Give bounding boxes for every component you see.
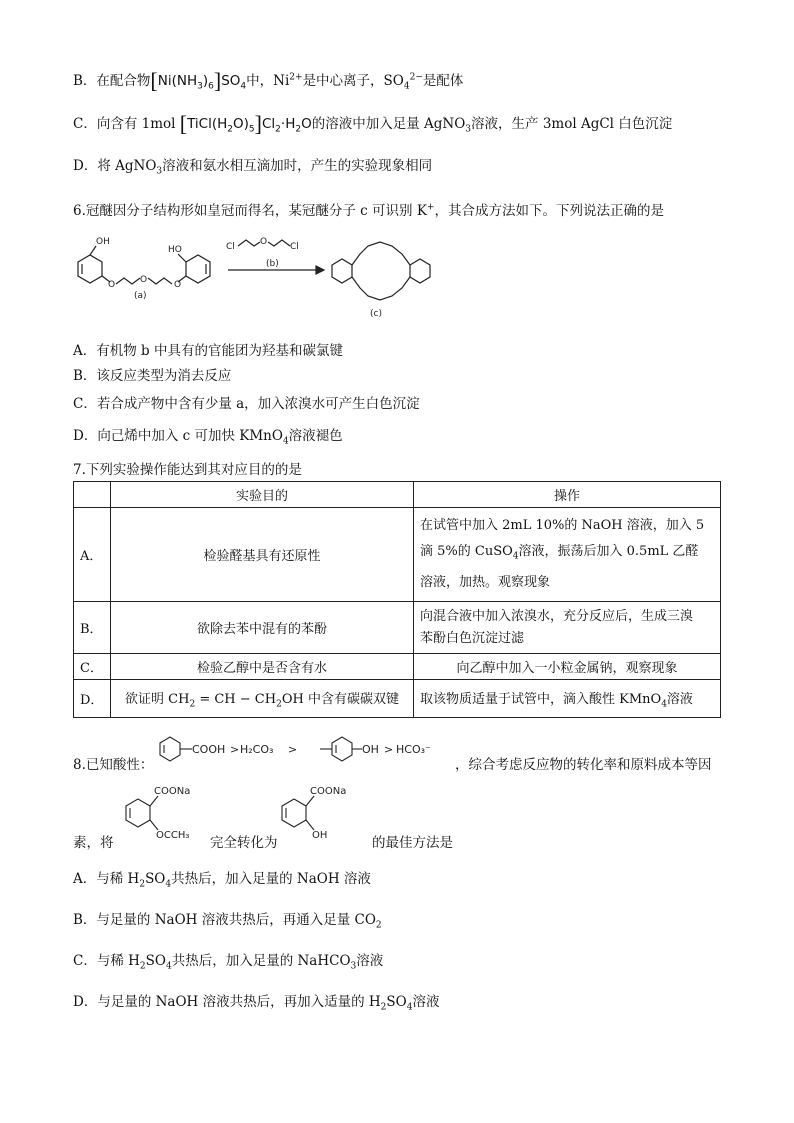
q8-stem-line1: 8.已知酸性： (73, 757, 154, 773)
q8-product-structure (268, 780, 378, 850)
q6-option-b: B．该反应类型为消去反应 (73, 368, 232, 384)
svg-text:HCO₃⁻: HCO₃⁻ (396, 743, 431, 756)
q8-acidity-order (150, 733, 450, 767)
q6-option-c: C．若合成产物中含有少量 a，加入浓溴水可产生白色沉淀 (73, 396, 420, 412)
q6-stem: 6.冠醚因分子结构形如皇冠而得名，某冠醚分子 c 可识别 K+，其合成方法如下。下列说法正确的是 (73, 202, 664, 219)
svg-text:O: O (140, 275, 148, 285)
q7-stem: 7.下列实验操作能达到其对应目的的是 (73, 462, 302, 478)
q6-option-a: A．有机物 b 中具有的官能团为羟基和碳氯键 (73, 343, 343, 359)
svg-text:COONa: COONa (310, 786, 347, 797)
q8-stem-line2-mid: 完全转化为 (210, 835, 278, 851)
crown-benzene-right (410, 259, 430, 283)
svg-text:>: > (230, 743, 240, 756)
svg-text:COOH: COOH (192, 743, 226, 756)
svg-text:OH: OH (96, 237, 110, 247)
table-row: C． 检验乙醇中是否含有水 向乙醇中加入一小粒金属钠，观察现象 (74, 654, 721, 680)
svg-text:(b): (b) (266, 259, 279, 269)
svg-text:(c): (c) (370, 309, 382, 319)
q8-stem-line1-end: ，综合考虑反应物的转化率和原料成本等因 (455, 757, 712, 773)
svg-text:OH: OH (312, 830, 328, 841)
svg-text:O: O (174, 280, 182, 290)
svg-text:OCCH₃: OCCH₃ (156, 830, 190, 841)
svg-text:>: > (384, 743, 394, 756)
q5-option-c: C．向含有 1mol $[TiCl(H_2O)_5]Cl_2\cdot H_2O$的溶液中加入足量 AgNO$_3$溶液，生产 3mol AgCl 白色沉淀 (73, 111, 673, 136)
q6-option-d: D．向己烯中加入 c 可加快 KMnO$_4$溶液褪色 (73, 428, 343, 447)
q6-reaction-scheme (70, 232, 450, 324)
svg-text:Cl: Cl (290, 242, 299, 252)
table-header-row: 实验目的 操作 (74, 482, 721, 508)
q8-option-c: C．与稀 $H_2SO_4$共热后，加入足量的 NaHCO$_3$溶液 (73, 953, 384, 972)
svg-text:H₂CO₃: H₂CO₃ (240, 743, 274, 756)
q8-option-a: A．与稀 $H_2SO_4$共热后，加入足量的 NaOH 溶液 (73, 871, 371, 890)
svg-text:O: O (260, 237, 268, 247)
svg-text:>: > (288, 743, 298, 756)
crown-benzene-left (332, 259, 352, 283)
svg-text:HO: HO (168, 245, 182, 255)
table-row: D． 欲证明 $CH_2$ = CH − $CH_2OH$ 中含有碳碳双键 取该物质适量于试管中，滴入酸性 KMnO$_4$溶液 (74, 680, 721, 718)
q5-option-d: D．将 AgNO$_3$溶液和氨水相互滴加时，产生的实验现象相同 (73, 158, 433, 177)
table-row: A． 检验醛基具有还原性 在试管中加入 2mL 10%的 NaOH 溶液，加入 5 滴 5%的 CuSO$_4$溶液，振荡后加入 0.5mL 乙醛 溶液，加热。观察现象 (74, 508, 721, 602)
svg-text:O: O (108, 280, 116, 290)
q7-table (73, 481, 721, 718)
svg-text:(a): (a) (134, 291, 147, 301)
svg-text:COONa: COONa (154, 786, 191, 797)
svg-text:OH: OH (362, 743, 379, 756)
q8-option-b: B．与足量的 NaOH 溶液共热后，再通入足量 $CO_2$ (73, 912, 382, 931)
table-row: B． 欲除去苯中混有的苯酚 向混合液中加入浓溴水，充分反应后，生成三溴 苯酚白色沉淀过滤 (74, 602, 721, 654)
q8-stem-line2: 素，将 (73, 835, 114, 851)
svg-text:Cl: Cl (226, 242, 235, 252)
q8-stem-line2-end: 的最佳方法是 (372, 835, 453, 851)
q8-option-d: D．与足量的 NaOH 溶液共热后，再加入适量的 $H_2SO_4$溶液 (73, 994, 440, 1013)
q5-option-b: B．在配合物$[Ni(NH_3)_6]SO_4$中，$Ni^{2+}$是中心离子，$SO_4^{2-}$是配体 (73, 68, 464, 93)
q8-reactant-structure (112, 780, 222, 850)
